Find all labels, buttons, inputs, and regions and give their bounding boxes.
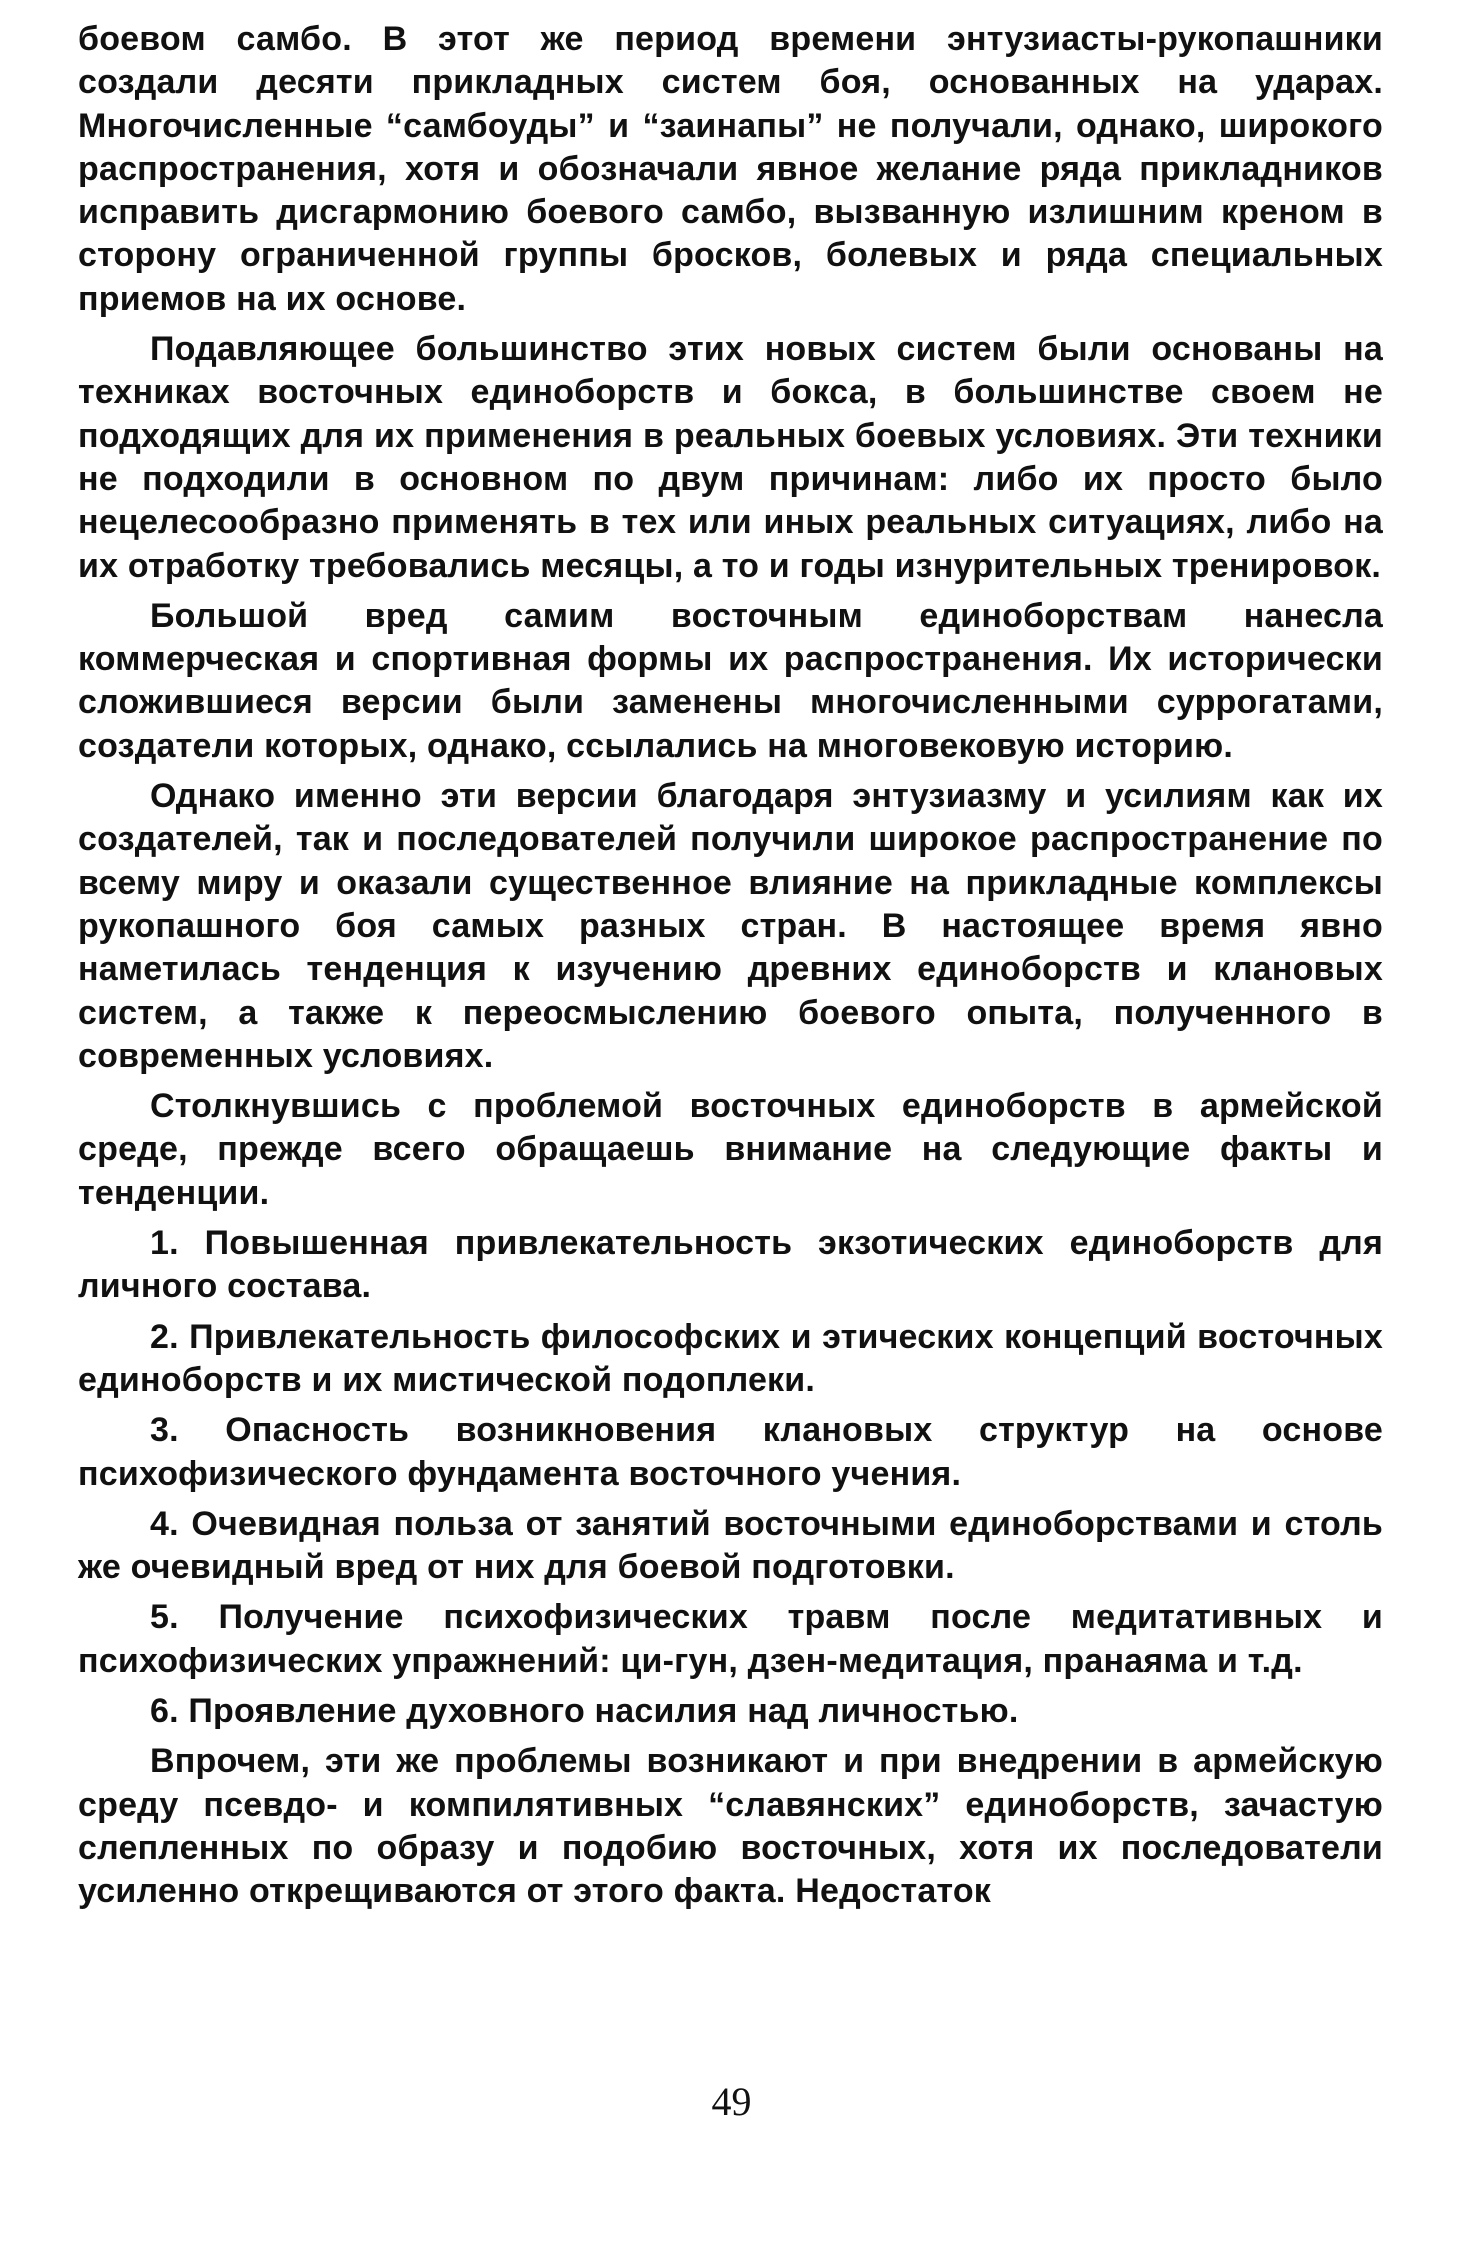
paragraph: Однако именно эти версии благодаря энтузиазму и усилиям как их создателей, так и последователей получили широкое распространение по всему миру и оказали существенное влияние на прикладные комплексы рукопашного боя самых разных стран. В настоящее время явно наметилась тенденция к изучению древних единоборств и клановых систем, а также к переосмыслению боевого опыта, полученного в современных условиях. bbox=[78, 777, 1383, 1075]
paragraph: боевом самбо. В этот же период времени энтузиасты-рукопашники создали десяти прикладных систем боя, основанных на ударах. Многочисленные “самбоуды” и “заинапы” не получали, однако, широкого распространения, хотя и обозначали явное желание ряда прикладников исправить дисгармонию боевого самбо, вызванную излишним креном в сторону ограниченной группы бросков, болевых и ряда специальных приемов на их основе. bbox=[78, 20, 1383, 318]
paragraph: Подавляющее большинство этих новых систем были основаны на техниках восточных единоборств и бокса, в большинстве своем не подходящих для их применения в реальных боевых условиях. Эти техники не подходили в основном по двум причинам: либо их просто было нецелесообразно применять в тех или иных реальных ситуациях, либо на их отработку требовались месяцы, а то и годы изнурительных тренировок. bbox=[78, 330, 1383, 585]
list-item: 5. Получение психофизических травм после медитативных и психофизических упражнений: ци-гун, дзен-медитация, пранаяма и т.д. bbox=[78, 1598, 1383, 1680]
list-item: 6. Проявление духовного насилия над личностью. bbox=[150, 1691, 1019, 1730]
list-item: 2. Привлекательность философских и этических концепций восточных единоборств и их мистической подоплеки. bbox=[78, 1317, 1383, 1399]
paragraph: Впрочем, эти же проблемы возникают и при внедрении в армейскую среду псевдо- и компилятивных “славянских” единоборств, зачастую слепленных по образу и подобию восточных, хотя их последователи усиленно открещиваются от этого факта. Недостаток bbox=[78, 1742, 1383, 1911]
paragraph: Столкнувшись с проблемой восточных единоборств в армейской среде, прежде всего обращаешь внимание на следующие факты и тенденции. bbox=[78, 1087, 1383, 1212]
paragraph: Большой вред самим восточным единоборствам нанесла коммерческая и спортивная формы их распространения. Их исторически сложившиеся версии были заменены многочисленными суррогатами, создатели которых, однако, ссылались на многовековую историю. bbox=[78, 596, 1383, 765]
list-item: 1. Повышенная привлекательность экзотических единоборств для личного состава. bbox=[78, 1224, 1383, 1306]
list-item: 4. Очевидная польза от занятий восточными единоборствами и столь же очевидный вред от них для боевой подготовки. bbox=[78, 1504, 1383, 1587]
list-item: 3. Опасность возникновения клановых структур на основе психофизического фундамента восточного учения. bbox=[78, 1411, 1383, 1493]
body-text bbox=[78, 18, 1383, 1920]
page-number: 49 bbox=[711, 2079, 752, 2124]
